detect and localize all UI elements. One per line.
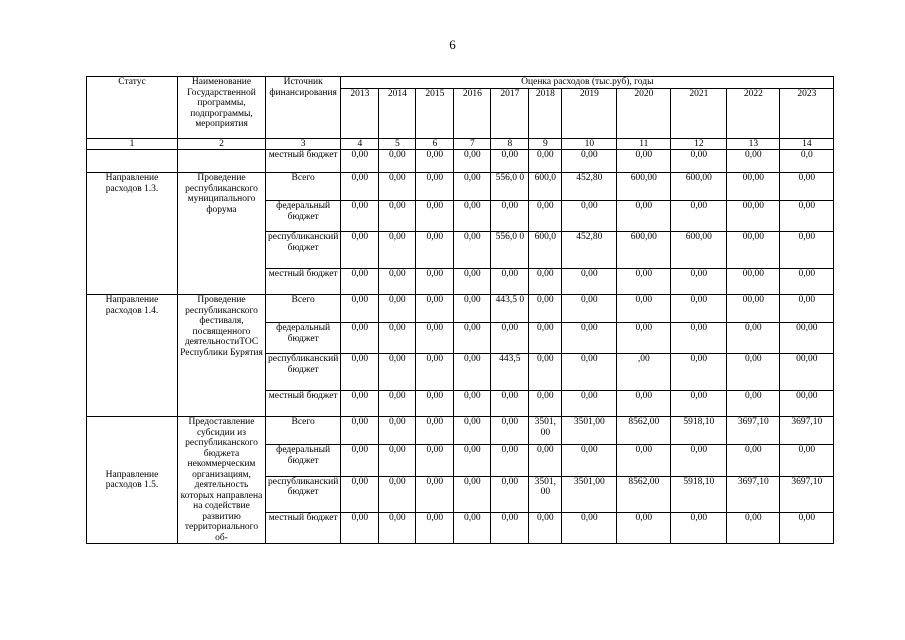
value-cell: 3501,00 [562, 476, 617, 513]
value-cell: 0,00 [454, 354, 491, 391]
value-cell: 0,00 [529, 513, 562, 544]
value-cell: 0,00 [454, 391, 491, 417]
value-cell: 0,00 [454, 269, 491, 295]
value-cell: 0,00 [617, 201, 671, 232]
value-cell: 0,00 [379, 445, 416, 476]
value-cell: 0,00 [562, 295, 617, 323]
year-header: 2022 [727, 88, 780, 138]
value-cell: 0,00 [491, 445, 529, 476]
value-cell: 00,00 [780, 354, 834, 391]
measure-name: Предоставление субсидии из республиканского бюджета некоммерческим организациям, деятельность которых направлена на содействие развитию территориального об- [178, 417, 266, 544]
value-cell: 0,00 [562, 323, 617, 354]
value-cell: 3697,10 [727, 476, 780, 513]
source-cell: Всего [266, 173, 341, 201]
value-cell: 0,00 [529, 269, 562, 295]
header-name: Наименование Государственной программы, подпрограммы, мероприятия [178, 77, 266, 139]
value-cell: 0,00 [671, 269, 727, 295]
value-cell: 0,00 [617, 295, 671, 323]
value-cell: 0,00 [379, 173, 416, 201]
value-cell: 0,00 [341, 445, 379, 476]
value-cell: 0,00 [491, 513, 529, 544]
value-cell: 443,5 [491, 354, 529, 391]
value-cell: 0,00 [416, 476, 454, 513]
value-cell: 0,00 [780, 232, 834, 269]
value-cell: 00,00 [780, 391, 834, 417]
value-cell: 0,00 [780, 513, 834, 544]
source-cell: местный бюджет [266, 269, 341, 295]
value-cell: 0,00 [341, 150, 379, 173]
direction-status: Направление расходов 1.5. [87, 417, 178, 544]
value-cell: 0,00 [379, 150, 416, 173]
source-cell: республиканский бюджет [266, 354, 341, 391]
value-cell: 3501, 00 [529, 476, 562, 513]
value-cell: 0,00 [379, 354, 416, 391]
source-cell: республиканский бюджет [266, 232, 341, 269]
year-header: 2020 [617, 88, 671, 138]
value-cell: 5918,10 [671, 417, 727, 445]
value-cell: 0,00 [491, 323, 529, 354]
value-cell: 0,00 [416, 295, 454, 323]
value-cell: 0,00 [617, 269, 671, 295]
value-cell: 3501, 00 [529, 417, 562, 445]
value-cell: 0,00 [562, 150, 617, 173]
column-number: 14 [780, 138, 834, 150]
value-cell: 600,00 [671, 173, 727, 201]
value-cell: 0,00 [529, 295, 562, 323]
value-cell: 0,00 [454, 513, 491, 544]
value-cell: 0,00 [454, 295, 491, 323]
value-cell: 0,00 [341, 269, 379, 295]
value-cell: 8562,00 [617, 476, 671, 513]
value-cell: 0,00 [617, 150, 671, 173]
value-cell: 0,00 [562, 269, 617, 295]
value-cell: 0,00 [491, 201, 529, 232]
value-cell: 556,0 0 [491, 173, 529, 201]
value-cell: 0,00 [617, 391, 671, 417]
value-cell: 452,80 [562, 173, 617, 201]
year-header: 2013 [341, 88, 379, 138]
value-cell: 0,00 [617, 323, 671, 354]
header-costs: Оценка расходов (тыс.руб), годы [341, 77, 834, 89]
value-cell: 0,00 [780, 295, 834, 323]
value-cell: 0,00 [416, 513, 454, 544]
value-cell: 0,00 [529, 445, 562, 476]
value-cell: 0,00 [341, 513, 379, 544]
value-cell: 0,00 [727, 354, 780, 391]
value-cell: 0,00 [454, 445, 491, 476]
value-cell: 0,00 [562, 513, 617, 544]
value-cell: 0,00 [379, 476, 416, 513]
value-cell: 600,00 [671, 232, 727, 269]
source-cell: местный бюджет [266, 391, 341, 417]
year-header: 2014 [379, 88, 416, 138]
year-header: 2023 [780, 88, 834, 138]
value-cell: 600,0 [529, 232, 562, 269]
column-number: 3 [266, 138, 341, 150]
measure-name: Проведение республиканского фестиваля, посвященного деятельностиТОС Республики Бурятия [178, 295, 266, 417]
column-number: 2 [178, 138, 266, 150]
value-cell: 0,00 [529, 354, 562, 391]
value-cell: 0,00 [341, 173, 379, 201]
value-cell: 0,00 [341, 391, 379, 417]
value-cell: 0,00 [379, 295, 416, 323]
value-cell: 0,00 [341, 295, 379, 323]
value-cell: 0,00 [562, 391, 617, 417]
value-cell: 0,00 [671, 354, 727, 391]
value-cell: 0,00 [416, 417, 454, 445]
value-cell: 0,00 [416, 445, 454, 476]
value-cell: 0,00 [454, 323, 491, 354]
value-cell: 0,00 [727, 445, 780, 476]
value-cell: 0,00 [529, 150, 562, 173]
value-cell: 0,00 [416, 232, 454, 269]
column-number: 6 [416, 138, 454, 150]
value-cell: 0,00 [454, 150, 491, 173]
source-cell: республиканский бюджет [266, 476, 341, 513]
value-cell: 00,00 [780, 323, 834, 354]
value-cell: 0,00 [617, 445, 671, 476]
value-cell: 0,00 [379, 269, 416, 295]
column-number: 5 [379, 138, 416, 150]
year-header: 2015 [416, 88, 454, 138]
value-cell: 0,00 [671, 513, 727, 544]
value-cell: 556,0 0 [491, 232, 529, 269]
value-cell: 0,00 [416, 323, 454, 354]
value-cell: 0,00 [529, 323, 562, 354]
value-cell: 0,00 [416, 150, 454, 173]
direction-status: Направление расходов 1.3. [87, 173, 178, 295]
source-cell: федеральный бюджет [266, 445, 341, 476]
value-cell: 600,00 [617, 232, 671, 269]
value-cell: 0,00 [416, 173, 454, 201]
value-cell: 0,00 [617, 513, 671, 544]
source-cell: местный бюджет [266, 513, 341, 544]
value-cell: 0,00 [341, 201, 379, 232]
value-cell: 0,00 [727, 391, 780, 417]
value-cell: 0,00 [454, 417, 491, 445]
value-cell: 0,00 [416, 201, 454, 232]
value-cell: 0,00 [780, 201, 834, 232]
table-row [87, 417, 834, 445]
value-cell: 0,00 [379, 513, 416, 544]
value-cell: 0,00 [780, 445, 834, 476]
value-cell: 0,00 [491, 269, 529, 295]
value-cell: 0,00 [491, 150, 529, 173]
value-cell: 0,00 [341, 354, 379, 391]
value-cell: 0,00 [379, 417, 416, 445]
value-cell: 0,00 [341, 232, 379, 269]
value-cell: 600,00 [617, 173, 671, 201]
value-cell: 0,00 [671, 150, 727, 173]
header-source: Источник финансирования [266, 77, 341, 139]
value-cell: 0,00 [416, 354, 454, 391]
value-cell: 3697,10 [727, 417, 780, 445]
column-number: 9 [529, 138, 562, 150]
value-cell: 0,00 [454, 476, 491, 513]
table-row [87, 295, 834, 323]
name-cell [178, 150, 266, 173]
value-cell: 0,00 [727, 323, 780, 354]
column-number: 1 [87, 138, 178, 150]
value-cell: 0,00 [416, 269, 454, 295]
status-cell [87, 150, 178, 173]
value-cell: 0,00 [379, 201, 416, 232]
column-number: 8 [491, 138, 529, 150]
value-cell: 0,00 [379, 232, 416, 269]
column-numbers-row [87, 138, 834, 150]
column-number: 11 [617, 138, 671, 150]
source-cell: местный бюджет [266, 150, 341, 173]
value-cell: 0,00 [491, 417, 529, 445]
value-cell: 0,00 [341, 417, 379, 445]
value-cell: 0,00 [671, 445, 727, 476]
direction-status: Направление расходов 1.4. [87, 295, 178, 417]
value-cell: 0,00 [562, 201, 617, 232]
value-cell: 0,00 [416, 391, 454, 417]
value-cell: 600,0 [529, 173, 562, 201]
value-cell: 00,00 [727, 269, 780, 295]
year-header: 2018 [529, 88, 562, 138]
source-cell: федеральный бюджет [266, 201, 341, 232]
value-cell: 0,00 [671, 201, 727, 232]
value-cell: 443,5 0 [491, 295, 529, 323]
column-number: 7 [454, 138, 491, 150]
value-cell: 00,00 [727, 295, 780, 323]
value-cell: 8562,00 [617, 417, 671, 445]
value-cell: 00,00 [727, 173, 780, 201]
table-row [87, 150, 834, 173]
value-cell: 3697,10 [780, 417, 834, 445]
budget-table [86, 76, 834, 544]
value-cell: 0,00 [454, 201, 491, 232]
value-cell: 00,00 [727, 201, 780, 232]
value-cell: 0,00 [529, 391, 562, 417]
value-cell: 0,00 [379, 391, 416, 417]
year-header: 2019 [562, 88, 617, 138]
value-cell: 0,00 [727, 513, 780, 544]
year-header: 2017 [491, 88, 529, 138]
value-cell: 0,00 [562, 445, 617, 476]
column-number: 12 [671, 138, 727, 150]
year-header: 2016 [454, 88, 491, 138]
header-row [87, 77, 834, 89]
value-cell: 0,00 [671, 391, 727, 417]
table-row [87, 173, 834, 201]
value-cell: 0,00 [529, 201, 562, 232]
header-status: Статус [87, 77, 178, 139]
value-cell: 0,00 [780, 269, 834, 295]
value-cell: 3697,10 [780, 476, 834, 513]
value-cell: ,00 [617, 354, 671, 391]
value-cell: 0,00 [780, 173, 834, 201]
value-cell: 0,00 [379, 323, 416, 354]
value-cell: 0,00 [671, 295, 727, 323]
value-cell: 0,00 [454, 232, 491, 269]
column-number: 10 [562, 138, 617, 150]
value-cell: 0,0 [780, 150, 834, 173]
value-cell: 0,00 [491, 391, 529, 417]
value-cell: 0,00 [491, 476, 529, 513]
source-cell: Всего [266, 417, 341, 445]
value-cell: 0,00 [454, 173, 491, 201]
page-number: 6 [449, 37, 456, 52]
value-cell: 5918,10 [671, 476, 727, 513]
column-number: 4 [341, 138, 379, 150]
source-cell: Всего [266, 295, 341, 323]
value-cell: 452,80 [562, 232, 617, 269]
value-cell: 0,00 [727, 150, 780, 173]
value-cell: 0,00 [341, 323, 379, 354]
value-cell: 00,00 [727, 232, 780, 269]
column-number: 13 [727, 138, 780, 150]
value-cell: 0,00 [562, 354, 617, 391]
year-header: 2021 [671, 88, 727, 138]
value-cell: 0,00 [671, 323, 727, 354]
value-cell: 3501,00 [562, 417, 617, 445]
measure-name: Проведение республиканского муниципального форума [178, 173, 266, 295]
value-cell: 0,00 [341, 476, 379, 513]
source-cell: федеральный бюджет [266, 323, 341, 354]
